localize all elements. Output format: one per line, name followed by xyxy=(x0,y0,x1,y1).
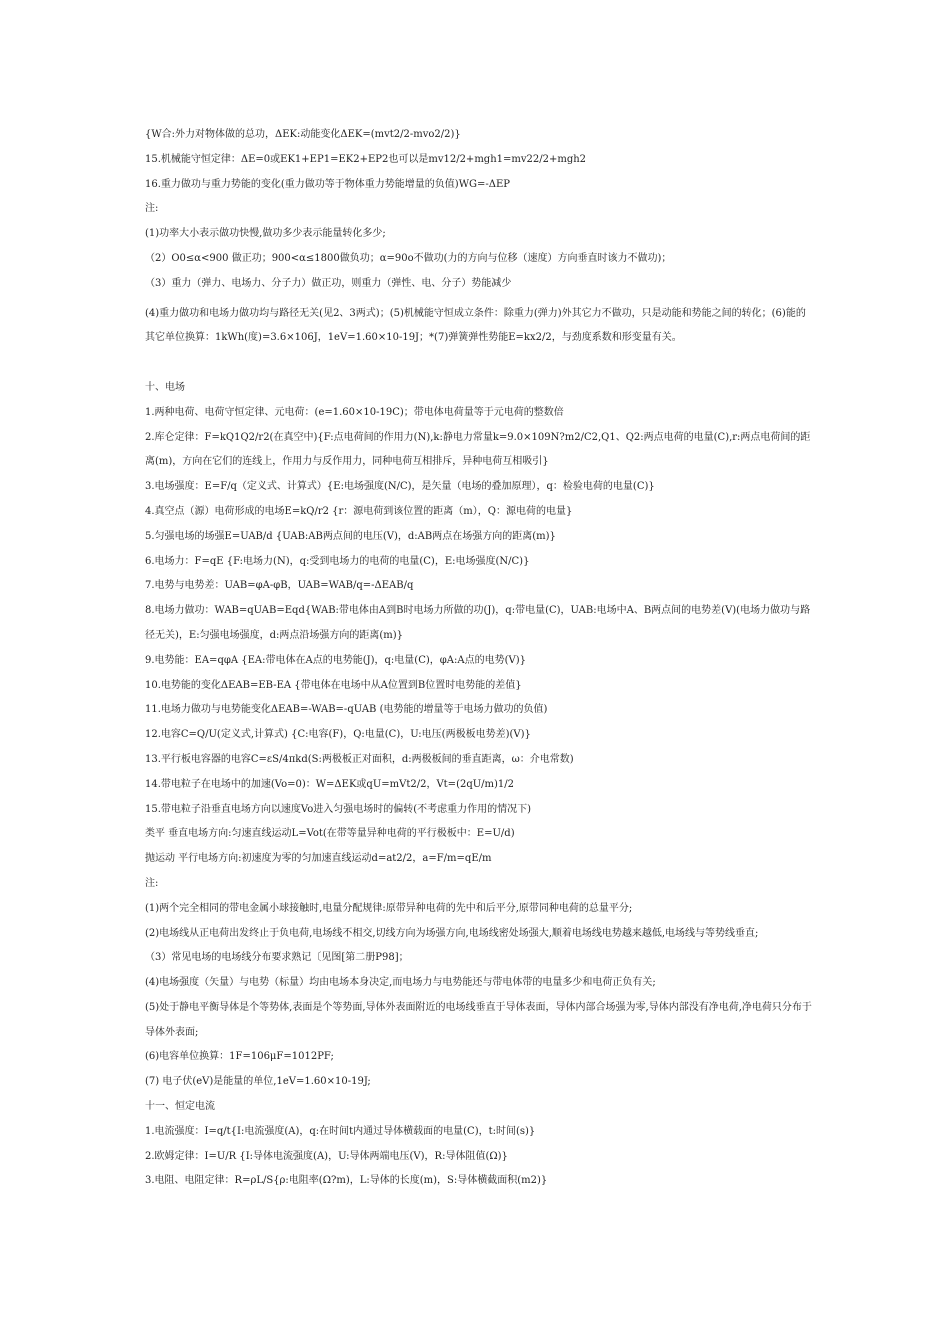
text-line: (6)电容单位换算：1F=106μF=1012PF; xyxy=(145,1051,334,1063)
text-line: (1)功率大小表示做功快慢,做功多少表示能量转化多少; xyxy=(145,228,386,240)
text-line: 16.重力做功与重力势能的变化(重力做功等于物体重力势能增量的负值)WG=-ΔEP xyxy=(145,178,510,190)
text-line: (4)电场强度（矢量）与电势（标量）均由电场本身决定,而电场力与电势能还与带电体带的电量多少和电荷正负有关; xyxy=(145,977,656,989)
text-line: (7) 电子伏(eV)是能量的单位,1eV=1.60×10-19J; xyxy=(145,1076,371,1088)
text-paragraph: 2.库仑定律：F=kQ1Q2/r2(在真空中){F:点电荷间的作用力(N),k:静电力常量k=9.0×109N?m2/C2,Q1、Q2:两点电荷的电量(C),r:两点电荷间的距离(m)，方向在它们的连线上，作用力与反作用力，同种电荷互相排斥，异种电荷互相吸引} xyxy=(145,431,811,468)
text-line: 2.欧姆定律：I=U/R {I:导体电流强度(A)，U:导体两端电压(V)，R:导体阻值(Ω)} xyxy=(145,1150,508,1162)
text-paragraph: (4)重力做功和电场力做功均与路径无关(见2、3两式)；(5)机械能守恒成立条件：除重力(弹力)外其它力不做功，只是动能和势能之间的转化；(6)能的其它单位换算：1kWh(度)=3.6×106J，1eV=1.60×10-19J；*(7)弹簧弹性势能E=kx2/2，与劲度系数和形变量有关。 xyxy=(145,307,806,344)
text-line: 15.机械能守恒定律：ΔE=0或EK1+EP1=EK2+EP2也可以是mv12/2+mgh1=mv22/2+mgh2 xyxy=(145,153,587,165)
blank-line xyxy=(145,356,815,381)
text-line: 15.带电粒子沿垂直电场方向以速度Vo进入匀强电场时的偏转(不考虑重力作用的情况下) xyxy=(145,803,532,815)
text-line: 13.平行板电容器的电容C=εS/4πkd(S:两极板正对面积，d:两极板间的垂直距离，ω：介电常数) xyxy=(145,753,574,765)
text-line: 1.电流强度：I=q/t{I:电流强度(A)，q:在时间t内通过导体横载面的电量(C)，t:时间(s)} xyxy=(145,1125,536,1137)
text-line: 1.两种电荷、电荷守恒定律、元电荷：(e=1.60×10-19C)；带电体电荷量等于元电荷的整数倍 xyxy=(145,406,564,418)
text-paragraph: 8.电场力做功：WAB=qUAB=Eqd{WAB:带电体由A到B时电场力所做的功(J)，q:带电量(C)，UAB:电场中A、B两点间的电势差(V)(电场力做功与路径无关)，E:匀强电场强度，d:两点沿场强方向的距离(m)} xyxy=(145,605,811,641)
text-line: (1)两个完全相同的带电金属小球接触时,电量分配规律:原带异种电荷的先中和后平分,原带同种电荷的总量平分; xyxy=(145,902,633,914)
text-line: 10.电势能的变化ΔEAB=EB-EA {带电体在电场中从A位置到B位置时电势能的差值} xyxy=(145,679,522,691)
text-line: 9.电势能：EA=qφA {EA:带电体在A点的电势能(J)，q:电量(C)，φA:A点的电势(V)} xyxy=(145,654,526,666)
section-heading: 十一、恒定电流 xyxy=(145,1101,215,1113)
section-heading: 十、电场 xyxy=(145,381,185,393)
text-line: 11.电场力做功与电势能变化ΔEAB=-WAB=-qUAB (电势能的增量等于电场力做功的负值) xyxy=(145,704,548,716)
document-page xyxy=(145,128,815,1199)
text-line: 5.匀强电场的场强E=UAB/d {UAB:AB两点间的电压(V)，d:AB两点在场强方向的距离(m)} xyxy=(145,530,556,542)
text-line: 14.带电粒子在电场中的加速(Vo=0)：W=ΔEK或qU=mVt2/2，Vt=(2qU/m)1/2 xyxy=(145,778,515,790)
text-line: 注: xyxy=(145,877,159,889)
text-line: 抛运动 平行电场方向:初速度为零的匀加速直线运动d=at2/2，a=F/m=qE/m xyxy=(145,853,492,865)
text-line: 注: xyxy=(145,203,159,215)
text-paragraph: (5)处于静电平衡导体是个等势体,表面是个等势面,导体外表面附近的电场线垂直于导体表面，导体内部合场强为零,导体内部没有净电荷,净电荷只分布于导体外表面; xyxy=(145,1001,812,1038)
text-line: 3.电场强度：E=F/q（定义式、计算式）{E:电场强度(N/C)，是矢量（电场的叠加原理），q：检验电荷的电量(C)} xyxy=(145,481,655,493)
text-line: 6.电场力：F=qE {F:电场力(N)，q:受到电场力的电荷的电量(C)，E:电场强度(N/C)} xyxy=(145,555,530,567)
text-line: 12.电容C=Q/U(定义式,计算式) {C:电容(F)，Q:电量(C)，U:电压(两极板电势差)(V)} xyxy=(145,729,531,741)
text-line: {W合:外力对物体做的总功，ΔEK:动能变化ΔEK=(mvt2/2-mvo2/2)} xyxy=(145,129,461,140)
text-line: 类平 垂直电场方向:匀速直线运动L=Vot(在带等量异种电荷的平行极板中：E=U/d) xyxy=(145,828,515,840)
text-paragraph: (2)电场线从正电荷出发终止于负电荷,电场线不相交,切线方向为场强方向,电场线密处场强大,顺着电场线电势越来越低,电场线与等势线垂直; xyxy=(145,927,759,939)
text-line: 7.电势与电势差：UAB=φA-φB，UAB=WAB/q=-ΔEAB/q xyxy=(145,580,414,592)
text-line: 3.电阻、电阻定律：R=ρL/S{ρ:电阻率(Ω?m)，L:导体的长度(m)，S:导体横截面积(m2)} xyxy=(145,1175,548,1187)
text-line: 4.真空点（源）电荷形成的电场E=kQ/r2 {r：源电荷到该位置的距离（m），Q：源电荷的电量} xyxy=(145,505,573,517)
text-line: （2）O0≤α<900 做正功；900<α≤1800做负功；α=90o不做功(力的方向与位移（速度）方向垂直时该力不做功)； xyxy=(145,252,672,264)
text-line: （3）重力（弹力、电场力、分子力）做正功，则重力（弹性、电、分子）势能减少 xyxy=(145,277,512,289)
text-line: （3）常见电场的电场线分布要求熟记〔见图[第二册P98]； xyxy=(145,952,409,964)
